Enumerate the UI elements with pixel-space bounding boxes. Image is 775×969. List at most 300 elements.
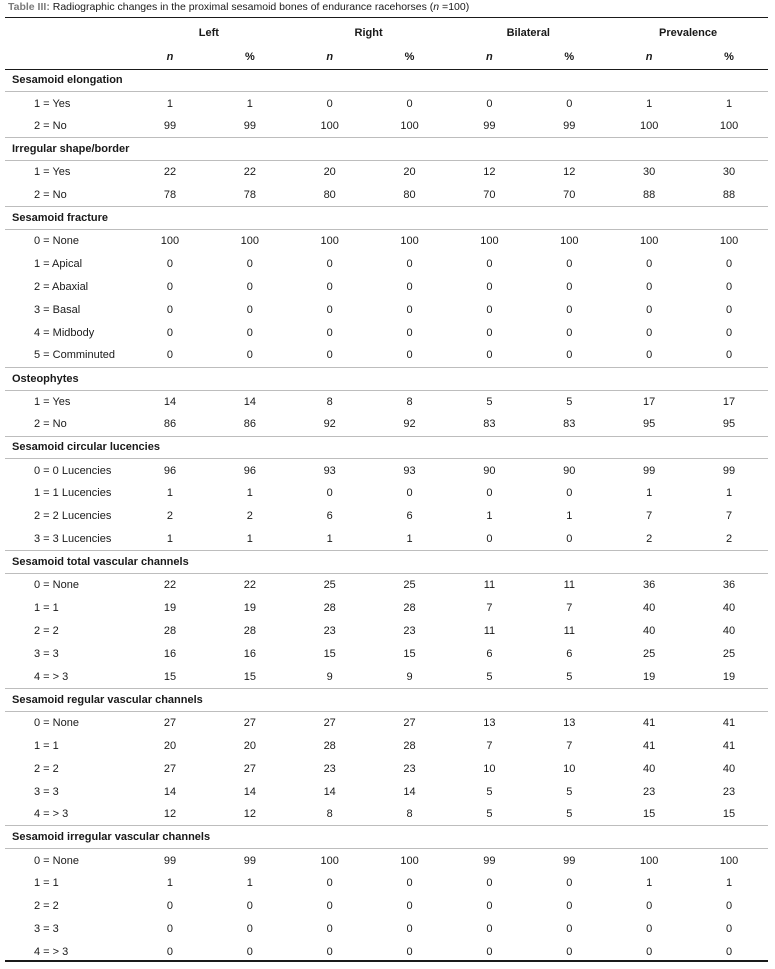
section-title: Sesamoid circular lucencies xyxy=(5,436,768,459)
cell-n: 0 xyxy=(486,877,493,890)
cell-n: 36 xyxy=(643,579,656,592)
cell-n: 99 xyxy=(643,464,656,477)
cell-percent: 0 xyxy=(246,349,253,362)
table-row xyxy=(5,321,768,344)
header-left: Left xyxy=(198,27,219,39)
cell-n: 90 xyxy=(483,464,496,477)
row-label: 3 = Basal xyxy=(34,303,81,316)
cell-n: 0 xyxy=(486,532,493,545)
cell-percent: 100 xyxy=(719,854,739,867)
cell-percent: 0 xyxy=(725,326,733,339)
row-label: 2 = No xyxy=(34,188,67,201)
cell-n: 17 xyxy=(643,395,656,408)
cell-percent: 41 xyxy=(722,739,736,752)
cell-n: 11 xyxy=(483,579,496,592)
table-row xyxy=(5,803,768,826)
cell-percent: 41 xyxy=(722,716,736,729)
table-row xyxy=(5,413,768,436)
header-sub-percent: % xyxy=(211,45,289,69)
cell-percent: 0 xyxy=(566,946,573,959)
table-row xyxy=(5,895,768,918)
section-header-row xyxy=(5,207,768,230)
section-header-row xyxy=(5,69,768,92)
row-label: 2 = No xyxy=(34,418,67,431)
cell-percent: 0 xyxy=(246,280,253,293)
cell-n: 0 xyxy=(326,923,333,936)
cell-n: 0 xyxy=(646,349,653,362)
cell-percent: 83 xyxy=(563,418,576,431)
cell-percent: 20 xyxy=(243,739,256,752)
row-label: 2 = Abaxial xyxy=(34,280,89,293)
cell-n: 1 xyxy=(326,532,333,545)
row-label: 1 = 1 xyxy=(34,602,59,615)
section-header-row xyxy=(5,436,768,459)
cell-n: 86 xyxy=(163,418,177,431)
cell-n: 27 xyxy=(323,716,336,729)
cell-percent: 22 xyxy=(243,166,256,179)
cell-n: 0 xyxy=(166,900,174,913)
cell-n: 22 xyxy=(163,166,177,179)
table-caption-text-end: =100) xyxy=(439,1,470,13)
row-label: 0 = None xyxy=(34,716,79,729)
row-label: 1 = 1 xyxy=(34,877,59,890)
cell-percent: 1 xyxy=(246,487,253,500)
table-row xyxy=(5,459,768,482)
cell-n: 14 xyxy=(163,785,177,798)
cell-percent: 36 xyxy=(722,579,736,592)
cell-n: 15 xyxy=(643,808,656,821)
row-label: 4 = > 3 xyxy=(34,670,69,683)
table-row xyxy=(5,275,768,298)
cell-n: 8 xyxy=(326,395,333,408)
cell-n: 6 xyxy=(326,510,333,523)
cell-percent: 0 xyxy=(566,257,573,270)
cell-percent: 100 xyxy=(400,120,419,133)
cell-n: 41 xyxy=(643,739,656,752)
header-prevalence: Prevalence xyxy=(659,27,718,39)
table-body xyxy=(5,69,768,964)
cell-percent: 1 xyxy=(406,532,413,545)
cell-percent: 1 xyxy=(246,532,253,545)
row-label: 3 = 3 Lucencies xyxy=(34,532,112,545)
cell-percent: 80 xyxy=(403,188,416,201)
cell-n: 41 xyxy=(643,716,656,729)
cell-n: 0 xyxy=(326,487,333,500)
cell-percent: 19 xyxy=(243,602,256,615)
cell-percent: 14 xyxy=(403,785,416,798)
cell-percent: 0 xyxy=(406,97,413,110)
cell-n: 0 xyxy=(166,326,174,339)
cell-percent: 25 xyxy=(722,647,736,660)
cell-n: 92 xyxy=(323,418,336,431)
cell-n: 14 xyxy=(163,395,177,408)
cell-n: 0 xyxy=(166,280,174,293)
cell-n: 5 xyxy=(486,785,493,798)
cell-n: 0 xyxy=(646,326,653,339)
cell-n: 27 xyxy=(163,716,177,729)
cell-percent: 40 xyxy=(722,602,736,615)
cell-n: 0 xyxy=(646,257,653,270)
cell-n: 23 xyxy=(643,785,656,798)
cell-n: 0 xyxy=(486,946,493,959)
cell-n: 0 xyxy=(166,349,174,362)
cell-n: 15 xyxy=(323,647,336,660)
cell-percent: 0 xyxy=(566,349,573,362)
cell-percent: 0 xyxy=(566,877,573,890)
cell-percent: 12 xyxy=(243,808,256,821)
cell-percent: 27 xyxy=(403,716,416,729)
cell-n: 2 xyxy=(166,510,174,523)
cell-n: 12 xyxy=(163,808,177,821)
cell-n: 0 xyxy=(486,487,493,500)
cell-n: 25 xyxy=(643,647,656,660)
cell-percent: 28 xyxy=(403,602,416,615)
row-label: 2 = 2 xyxy=(34,900,59,913)
cell-n: 0 xyxy=(326,877,333,890)
cell-n: 0 xyxy=(166,303,174,316)
table-row xyxy=(5,344,768,367)
cell-n: 0 xyxy=(486,923,493,936)
cell-percent: 0 xyxy=(406,946,413,959)
cell-n: 0 xyxy=(486,97,493,110)
cell-percent: 0 xyxy=(725,923,733,936)
row-label: 0 = None xyxy=(34,579,79,592)
row-label: 1 = Yes xyxy=(34,97,71,110)
section-title: Irregular shape/border xyxy=(5,138,768,161)
cell-n: 0 xyxy=(486,257,493,270)
cell-percent: 0 xyxy=(246,257,253,270)
cell-percent: 100 xyxy=(400,854,419,867)
header-sub-n: n xyxy=(129,45,211,69)
cell-n: 88 xyxy=(643,188,656,201)
cell-percent: 27 xyxy=(243,762,256,775)
cell-percent: 2 xyxy=(246,510,253,523)
header-sub-percent: % xyxy=(690,45,768,69)
row-label: 2 = 2 Lucencies xyxy=(34,510,112,523)
cell-percent: 22 xyxy=(243,579,256,592)
section-header-row xyxy=(5,688,768,711)
table-caption-n-symbol: n xyxy=(433,1,440,13)
cell-n: 19 xyxy=(163,602,177,615)
cell-n: 99 xyxy=(163,854,177,867)
cell-percent: 99 xyxy=(563,120,576,133)
cell-n: 20 xyxy=(163,739,177,752)
cell-percent: 100 xyxy=(560,235,579,248)
row-label: 0 = 0 Lucencies xyxy=(34,464,112,477)
table-row xyxy=(5,734,768,757)
cell-percent: 0 xyxy=(566,97,573,110)
cell-percent: 20 xyxy=(403,166,416,179)
cell-percent: 0 xyxy=(566,923,573,936)
cell-percent: 0 xyxy=(725,349,733,362)
cell-n: 70 xyxy=(483,188,496,201)
cell-percent: 0 xyxy=(406,877,413,890)
section-title: Sesamoid total vascular channels xyxy=(5,551,768,574)
cell-n: 100 xyxy=(480,235,499,248)
row-label: 2 = No xyxy=(34,120,67,133)
cell-percent: 0 xyxy=(725,303,733,316)
section-title: Sesamoid fracture xyxy=(5,207,768,230)
cell-n: 1 xyxy=(646,97,653,110)
cell-n: 8 xyxy=(326,808,333,821)
cell-percent: 96 xyxy=(243,464,256,477)
cell-n: 100 xyxy=(320,235,339,248)
cell-n: 7 xyxy=(646,510,653,523)
cell-percent: 92 xyxy=(403,418,416,431)
cell-n: 0 xyxy=(326,946,333,959)
cell-n: 100 xyxy=(320,854,339,867)
cell-percent: 0 xyxy=(246,303,253,316)
cell-percent: 0 xyxy=(566,900,573,913)
cell-n: 0 xyxy=(326,303,333,316)
row-label: 0 = None xyxy=(34,854,79,867)
cell-percent: 0 xyxy=(725,257,733,270)
cell-percent: 30 xyxy=(722,166,736,179)
cell-n: 22 xyxy=(163,579,177,592)
cell-n: 0 xyxy=(166,923,174,936)
cell-percent: 90 xyxy=(563,464,576,477)
section-title: Sesamoid regular vascular channels xyxy=(5,688,768,711)
cell-percent: 0 xyxy=(246,946,253,959)
row-label: 1 = Apical xyxy=(34,257,83,270)
cell-n: 9 xyxy=(326,670,333,683)
data-table xyxy=(5,21,768,964)
cell-percent: 0 xyxy=(406,923,413,936)
table-row xyxy=(5,620,768,643)
cell-percent: 1 xyxy=(566,510,573,523)
row-label: 1 = Yes xyxy=(34,395,71,408)
cell-percent: 14 xyxy=(243,395,256,408)
cell-n: 0 xyxy=(326,349,333,362)
cell-n: 80 xyxy=(323,188,336,201)
row-label: 1 = 1 xyxy=(34,739,59,752)
cell-n: 1 xyxy=(166,877,174,890)
header-sub-n: n xyxy=(608,45,690,69)
cell-percent: 0 xyxy=(566,303,573,316)
cell-n: 1 xyxy=(166,532,174,545)
cell-n: 95 xyxy=(643,418,656,431)
cell-percent: 14 xyxy=(243,785,256,798)
cell-percent: 7 xyxy=(566,739,573,752)
cell-percent: 0 xyxy=(566,326,573,339)
cell-n: 5 xyxy=(486,808,493,821)
header-sub-n: n xyxy=(289,45,371,69)
table-row xyxy=(5,780,768,803)
cell-percent: 93 xyxy=(403,464,416,477)
cell-percent: 100 xyxy=(240,235,260,248)
cell-percent: 0 xyxy=(406,303,413,316)
cell-n: 0 xyxy=(646,923,653,936)
cell-percent: 7 xyxy=(725,510,733,523)
header-sub-n: n xyxy=(448,45,530,69)
cell-percent: 28 xyxy=(243,624,256,637)
table-row xyxy=(5,230,768,253)
cell-percent: 0 xyxy=(406,280,413,293)
cell-percent: 15 xyxy=(722,808,736,821)
section-title: Sesamoid elongation xyxy=(5,69,768,92)
table-row xyxy=(5,597,768,620)
row-label: 4 = > 3 xyxy=(34,808,69,821)
cell-n: 78 xyxy=(163,188,177,201)
header-sub-percent: % xyxy=(371,45,449,69)
cell-n: 100 xyxy=(320,120,339,133)
cell-n: 0 xyxy=(486,349,493,362)
header-right: Right xyxy=(354,27,383,39)
cell-n: 30 xyxy=(643,166,656,179)
cell-n: 100 xyxy=(639,235,659,248)
cell-n: 100 xyxy=(639,854,659,867)
cell-n: 23 xyxy=(323,624,336,637)
cell-percent: 100 xyxy=(719,235,739,248)
table-row xyxy=(5,528,768,551)
header-row-groups xyxy=(5,21,768,45)
section-title: Sesamoid irregular vascular channels xyxy=(5,826,768,849)
cell-percent: 70 xyxy=(563,188,576,201)
table-bottom-rule xyxy=(5,960,768,962)
row-label: 1 = Yes xyxy=(34,166,71,179)
table-row xyxy=(5,505,768,528)
cell-n: 1 xyxy=(166,97,174,110)
cell-n: 40 xyxy=(643,762,656,775)
cell-n: 11 xyxy=(483,624,496,637)
section-header-row xyxy=(5,826,768,849)
cell-percent: 95 xyxy=(722,418,736,431)
table-row xyxy=(5,918,768,941)
cell-percent: 6 xyxy=(566,647,573,660)
cell-percent: 0 xyxy=(406,900,413,913)
cell-n: 14 xyxy=(323,785,336,798)
cell-percent: 13 xyxy=(563,716,576,729)
cell-n: 83 xyxy=(483,418,496,431)
row-label: 3 = 3 xyxy=(34,923,59,936)
cell-n: 16 xyxy=(163,647,177,660)
cell-percent: 88 xyxy=(722,188,736,201)
cell-n: 40 xyxy=(643,602,656,615)
section-header-row xyxy=(5,138,768,161)
table-row xyxy=(5,298,768,321)
cell-n: 0 xyxy=(486,280,493,293)
cell-n: 1 xyxy=(166,487,174,500)
table-row xyxy=(5,92,768,115)
cell-n: 7 xyxy=(486,602,493,615)
table-row xyxy=(5,184,768,207)
cell-percent: 0 xyxy=(725,280,733,293)
row-label: 2 = 2 xyxy=(34,624,59,637)
cell-n: 0 xyxy=(486,326,493,339)
table-row xyxy=(5,711,768,734)
cell-percent: 1 xyxy=(246,877,253,890)
cell-percent: 0 xyxy=(566,487,573,500)
cell-percent: 23 xyxy=(403,762,416,775)
section-header-row xyxy=(5,551,768,574)
cell-percent: 0 xyxy=(246,326,253,339)
cell-percent: 5 xyxy=(566,670,573,683)
cell-percent: 99 xyxy=(563,854,576,867)
cell-percent: 100 xyxy=(400,235,419,248)
header-corner xyxy=(5,21,129,45)
cell-percent: 0 xyxy=(566,532,573,545)
row-label: 3 = 3 xyxy=(34,647,59,660)
cell-n: 25 xyxy=(323,579,336,592)
cell-n: 0 xyxy=(646,303,653,316)
cell-percent: 2 xyxy=(725,532,733,545)
cell-percent: 1 xyxy=(725,877,733,890)
cell-n: 0 xyxy=(486,900,493,913)
cell-percent: 86 xyxy=(243,418,256,431)
table-row xyxy=(5,642,768,665)
row-label: 4 = Midbody xyxy=(34,326,95,339)
cell-percent: 99 xyxy=(722,464,736,477)
cell-n: 5 xyxy=(486,395,493,408)
cell-n: 0 xyxy=(326,326,333,339)
cell-n: 1 xyxy=(646,877,653,890)
cell-percent: 12 xyxy=(563,166,576,179)
cell-percent: 99 xyxy=(243,854,256,867)
cell-n: 1 xyxy=(646,487,653,500)
cell-percent: 0 xyxy=(406,487,413,500)
cell-n: 7 xyxy=(486,739,493,752)
cell-percent: 0 xyxy=(566,280,573,293)
cell-n: 15 xyxy=(163,670,177,683)
cell-n: 99 xyxy=(163,120,177,133)
table-top-rule xyxy=(5,17,768,18)
cell-n: 6 xyxy=(486,647,493,660)
cell-n: 0 xyxy=(326,900,333,913)
cell-percent: 1 xyxy=(725,97,733,110)
cell-n: 99 xyxy=(483,854,496,867)
cell-percent: 23 xyxy=(722,785,736,798)
cell-percent: 23 xyxy=(403,624,416,637)
cell-n: 28 xyxy=(163,624,177,637)
table-row xyxy=(5,253,768,276)
cell-n: 19 xyxy=(643,670,656,683)
section-header-row xyxy=(5,367,768,390)
cell-n: 0 xyxy=(646,900,653,913)
cell-percent: 15 xyxy=(243,670,256,683)
table-row xyxy=(5,482,768,505)
cell-percent: 11 xyxy=(563,579,575,592)
cell-n: 96 xyxy=(163,464,177,477)
cell-n: 0 xyxy=(486,303,493,316)
cell-n: 0 xyxy=(166,257,174,270)
cell-percent: 0 xyxy=(246,923,253,936)
cell-n: 2 xyxy=(646,532,653,545)
table-row xyxy=(5,872,768,895)
cell-n: 40 xyxy=(643,624,656,637)
cell-n: 27 xyxy=(163,762,177,775)
cell-n: 28 xyxy=(323,739,336,752)
cell-n: 10 xyxy=(483,762,496,775)
cell-percent: 8 xyxy=(406,808,413,821)
cell-percent: 0 xyxy=(725,900,733,913)
cell-n: 0 xyxy=(326,257,333,270)
cell-percent: 11 xyxy=(563,624,575,637)
cell-percent: 5 xyxy=(566,785,573,798)
cell-percent: 15 xyxy=(403,647,416,660)
cell-percent: 25 xyxy=(403,579,416,592)
table-row xyxy=(5,574,768,597)
table-row xyxy=(5,665,768,688)
cell-percent: 78 xyxy=(243,188,256,201)
cell-n: 5 xyxy=(486,670,493,683)
header-corner-sub xyxy=(5,45,129,69)
cell-n: 0 xyxy=(646,280,653,293)
cell-percent: 99 xyxy=(243,120,256,133)
cell-percent: 0 xyxy=(246,900,253,913)
cell-percent: 1 xyxy=(246,97,253,110)
row-label: 4 = > 3 xyxy=(34,946,69,959)
cell-n: 0 xyxy=(646,946,653,959)
